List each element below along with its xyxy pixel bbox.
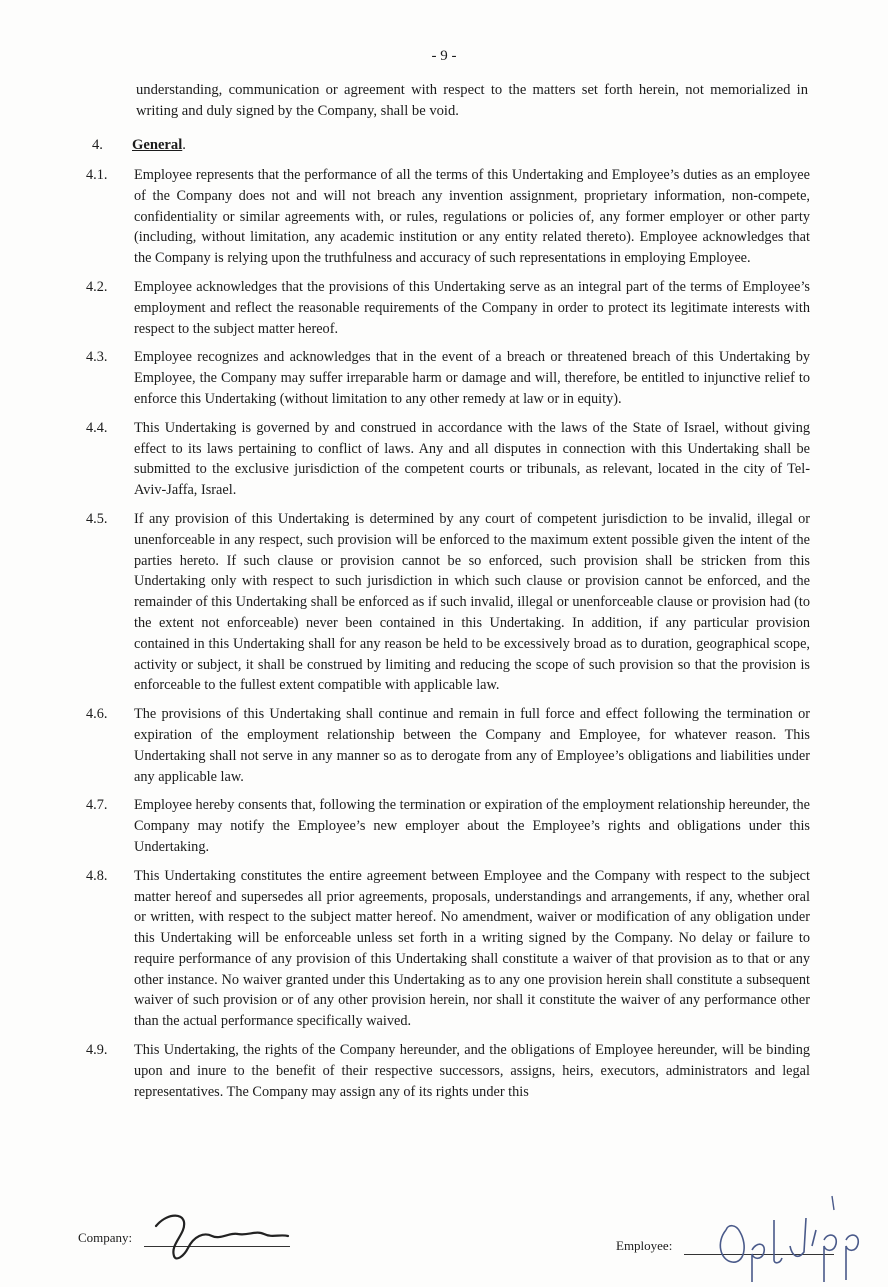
clause-4-5 <box>86 509 810 696</box>
clause-4-2 <box>86 277 810 339</box>
company-signature-icon <box>138 1204 298 1264</box>
clause-text: Employee recognizes and acknowledges that in the event of a breach or threatened breach of this Undertaking by Employee, the Company may suffer irreparable harm or damage and will, therefore, be entitled to injunctive relief to enforce this Undertaking (without limitation to any other remedy at law or in equity). <box>134 349 810 407</box>
clause-text: This Undertaking is governed by and construed in accordance with the laws of the State of Israel, without giving effect to its laws pertaining to conflict of laws. Any and all disputes in connection with this Undertaking shall be submitted to the exclusive jurisdiction of the competent courts or tribunals, as relevant, located in the city of Tel-Aviv-Jaffa, Israel. <box>134 419 810 499</box>
clause-4-7 <box>86 795 810 857</box>
clause-number: 4.3. <box>86 349 108 366</box>
clause-number: 4.4. <box>86 419 108 436</box>
clause-text: Employee acknowledges that the provisions of this Undertaking serve as an integral part of the terms of Employee’s employment and reflect the reasonable requirements of the Company in order to protect its legitimate interests with respect to the subject matter hereof. <box>134 278 810 337</box>
intro-paragraph: understanding, communication or agreement with respect to the matters set forth herein, not memorialized in writing and duly signed by the Company, shall be void. <box>136 82 808 119</box>
clause-4-6 <box>86 704 810 787</box>
clause-4-3 <box>86 347 810 409</box>
clause-number: 4.6. <box>86 706 108 723</box>
clause-4-4 <box>86 418 810 501</box>
signature-footer <box>0 1190 888 1287</box>
company-label: Company: <box>78 1230 133 1245</box>
clause-4-9 <box>86 1040 810 1102</box>
clause-number: 4.5. <box>86 510 108 527</box>
section-title-suffix: . <box>182 137 186 153</box>
clause-4-1 <box>86 165 810 269</box>
employee-label: Employee: <box>616 1238 673 1253</box>
clause-text: This Undertaking, the rights of the Company hereunder, and the obligations of Employee hereunder, will be binding upon and inure to the benefit of their respective successors, assigns, heirs, executors, administrators and legal representatives. The Company may assign any of its rights under this <box>134 1042 810 1100</box>
clause-text: Employee represents that the performance of all the terms of this Undertaking and Employee’s duties as an employee of the Company does not and will not breach any invention assignment, proprietary information, non-compete, confidentiality or similar agreements with, or rules, regulations or policies of, any former employer or other party (including, without limitation, any academic institution or any entity related thereto). Employee acknowledges that the Company is relying upon the truthfulness and accuracy of such representations in employing Employee. <box>134 167 810 267</box>
clause-4-8 <box>86 866 810 1032</box>
section-heading <box>92 137 186 154</box>
clause-number: 4.1. <box>86 167 108 183</box>
clause-text: If any provision of this Undertaking is determined by any court of competent jurisdiction to be invalid, illegal or unenforceable in any respect, such provision will be enforced to the maximum extent possible given the intent of the parties hereto. If such clause or provision cannot be so enforced, such provision shall be stricken from this Undertaking only with respect to such jurisdiction in which such clause or provision cannot be enforced, and the remainder of this Undertaking shall be enforced as if such invalid, illegal or unenforceable clause or provision had (to the extent not enforceable) never been contained in this Undertaking. In addition, if any particular provision contained in this Undertaking shall for any reason be held to be excessively broad as to duration, geographical scope, activity or subject, it shall be construed by limiting and reducing the scope of such provision so that the provision is enforceable to the fullest extent compatible with applicable law. <box>134 510 810 694</box>
section-title: General <box>132 137 183 153</box>
clause-number: 4.7. <box>86 797 108 814</box>
section-number: 4. <box>92 137 103 153</box>
clause-text: The provisions of this Undertaking shall continue and remain in full force and effect following the termination or expiration of the employment relationship between the Company and Employee, for whatever reason. This Undertaking shall not serve in any manner so as to derogate from any of Employee’s obligations and liabilities under any applicable law. <box>134 706 810 785</box>
employee-signature-icon <box>712 1190 882 1285</box>
clause-list <box>86 165 810 1110</box>
page-number: - 9 - <box>431 48 457 64</box>
clause-number: 4.8. <box>86 867 108 884</box>
clause-number: 4.9. <box>86 1042 108 1059</box>
clause-text: Employee hereby consents that, following the termination or expiration of the employment relationship hereunder, the Company may notify the Employee’s new employer about the Employee’s rights and obligations under this Undertaking. <box>134 797 810 855</box>
clause-number: 4.2. <box>86 278 108 295</box>
clause-text: This Undertaking constitutes the entire agreement between Employee and the Company with respect to the subject matter hereof and supersedes all prior agreements, proposals, understandings and arrangements, if any, whether oral or written, with respect to the subject matter hereof. No amendment, waiver or modification of any obligation under this Undertaking will be enforceable unless set forth in a writing signed by the Company. No delay or failure to require performance of any provision of this Undertaking shall constitute a waiver of that provision as to that or any other instance. No waiver granted under this Undertaking as to any one provision herein shall constitute a subsequent waiver of such provision or of any other provision herein, nor shall it constitute the waiver of any performance other than the actual performance specifically waived. <box>134 867 810 1030</box>
